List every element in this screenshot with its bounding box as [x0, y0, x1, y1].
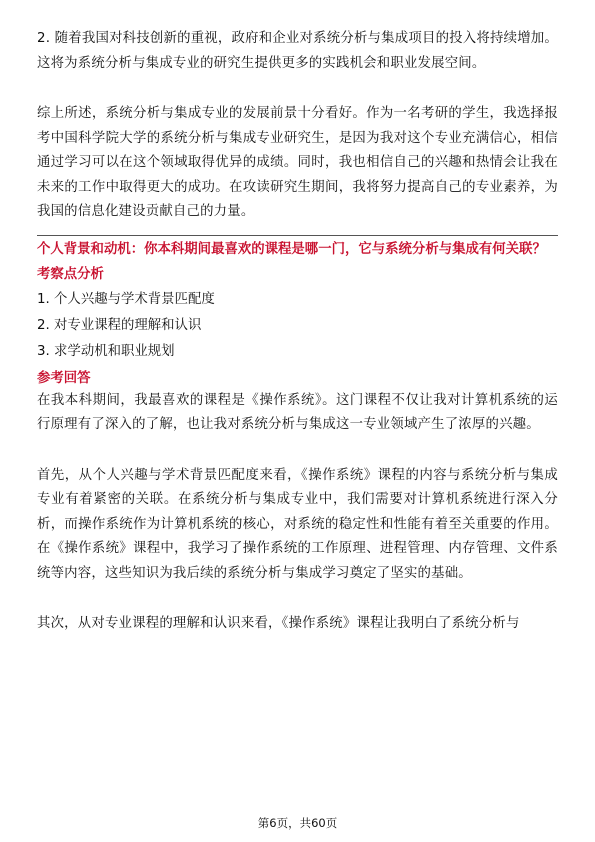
- intro-paragraph: 综上所述，系统分析与集成专业的发展前景十分看好。作为一名考研的学生，我选择报考中国科学院大学的系统分析与集成专业研究生，是因为我对这个专业充满信心，相信通过学习可以在这个领域取得优异的成绩。同时，我也相信自己的兴趣和热情会让我在未来的工作中取得更大的成功。在攻读研究生期间，我将努力提高自己的专业素养，为我国的信息化建设贡献自己的力量。: [37, 106, 558, 219]
- answer-paragraph: 首先，从个人兴趣与学术背景匹配度来看，《操作系统》课程的内容与系统分析与集成专业有着紧密的关联。在系统分析与集成专业中，我们需要对计算机系统进行深入分析，而操作系统作为计算机系统的核心，对系统的稳定性和性能有着至关重要的作用。在《操作系统》课程中，我学习了操作系统的工作原理、进程管理、内存管理、文件系统等内容，这些知识为我后续的系统分析与集成学习奠定了坚实的基础。: [37, 467, 558, 581]
- question-heading: 个人背景和动机：你本科期间最喜欢的课程是哪一门，它与系统分析与集成有何关联？: [37, 241, 546, 257]
- analysis-item: 3. 求学动机和职业规划: [37, 343, 175, 359]
- intro-paragraph: 2. 随着我国对科技创新的重视，政府和企业对系统分析与集成项目的投入将持续增加。这将为系统分析与集成专业的研究生提供更多的实践机会和职业发展空间。: [37, 31, 558, 71]
- document-page: [37, 0, 558, 637]
- analysis-item: 1. 个人兴趣与学术背景匹配度: [37, 291, 215, 307]
- analysis-item: 2. 对专业课程的理解和认识: [37, 317, 202, 333]
- analysis-title: 考察点分析: [37, 266, 104, 282]
- answer-title: 参考回答: [37, 370, 91, 386]
- analysis-list: [37, 287, 558, 365]
- answer-paragraph: 在我本科期间，我最喜欢的课程是《操作系统》。这门课程不仅让我对计算机系统的运行原理有了深入的了解，也让我对系统分析与集成这一专业领域产生了浓厚的兴趣。: [37, 392, 558, 432]
- section-divider: [37, 235, 558, 236]
- page-footer: 第6页，共60页: [257, 816, 338, 830]
- answer-paragraph: 其次，从对专业课程的理解和认识来看，《操作系统》课程让我明白了系统分析与: [37, 616, 520, 631]
